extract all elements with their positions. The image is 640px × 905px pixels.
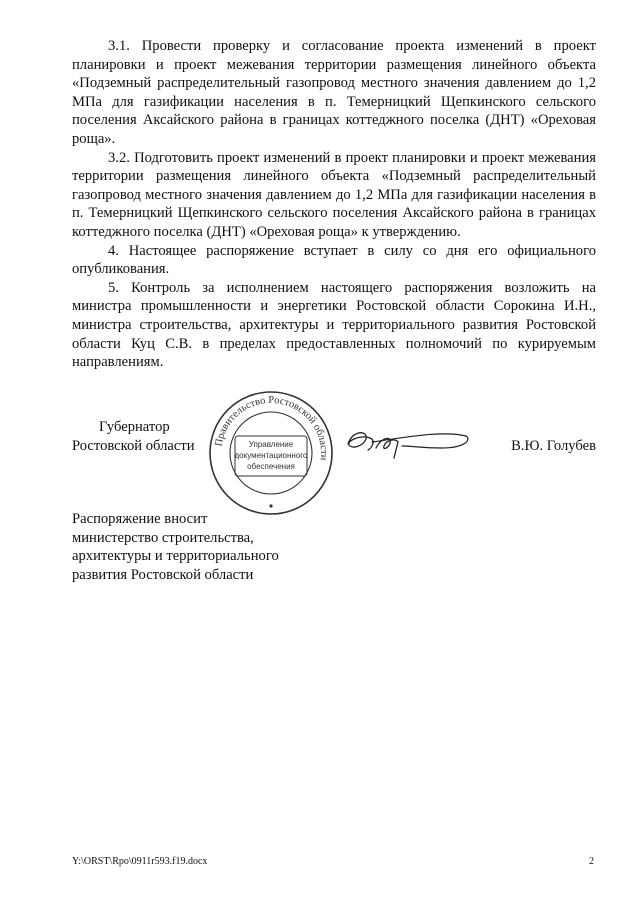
seal-inner-line1: Управление — [248, 440, 294, 449]
seal-star — [269, 504, 272, 507]
paragraph-4: 4. Настоящее распоряжение вступает в силу со дня его официального опубликования. — [72, 242, 596, 278]
paragraph-5: 5. Контроль за исполнением настоящего распоряжения возложить на министра промышленности и энергетики Ростовской области Сорокина И.Н., министра строительства, архитектуры и территориального развития Ростовской области Куц С.В. в пределах предоставленных полномочий по курируемым направлениям. — [72, 279, 596, 371]
contributor-line4: развития Ростовской области — [72, 566, 254, 583]
contributor-line2: министерство строительства, — [72, 529, 254, 546]
seal-ring-text: Правительство Ростовской области — [213, 394, 330, 461]
seal-inner-line3: обеспечения — [247, 462, 295, 471]
signer-title-line1: Губернатор — [99, 419, 170, 435]
page-number: 2 — [589, 856, 594, 867]
signer-title-line2: Ростовской области — [72, 437, 195, 454]
contributor-line3: архитектуры и территориального — [72, 548, 279, 565]
signature-block — [72, 418, 596, 458]
signer-title — [72, 418, 195, 455]
document-body — [72, 37, 596, 372]
handwritten-signature — [342, 422, 472, 464]
paragraph-3-1: 3.1. Провести проверку и согласование проекта изменений в проект планировки и проект межевания территории размещения линейного объекта «Подземный распределительный газопровод местного значения давлением до 1,2 МПа для газификации населения в п. Темерницкий Щепкинского сельского поселения Аксайского района в границах коттеджного поселка (ДНТ) «Ореховая роща». — [72, 38, 596, 147]
contributor-line1: Распоряжение вносит — [72, 511, 208, 527]
paragraph-3-2: 3.2. Подготовить проект изменений в проект планировки и проект межевания территории размещения линейного объекта «Подземный распределительный газопровод местного значения давлением до 1,2 МПа для газификации населения в п. Темерницкий Щепкинского сельского поселения Аксайского района в границах коттеджного поселка (ДНТ) «Ореховая роща» к утверждению. — [72, 149, 596, 240]
contributor-note — [72, 510, 279, 584]
footer-file-path: Y:\ORST\Rpo\0911r593.f19.docx — [72, 856, 208, 867]
signer-name: В.Ю. Голубев — [511, 437, 596, 454]
seal-inner-line2: документационного — [234, 451, 308, 460]
official-seal — [208, 390, 334, 516]
